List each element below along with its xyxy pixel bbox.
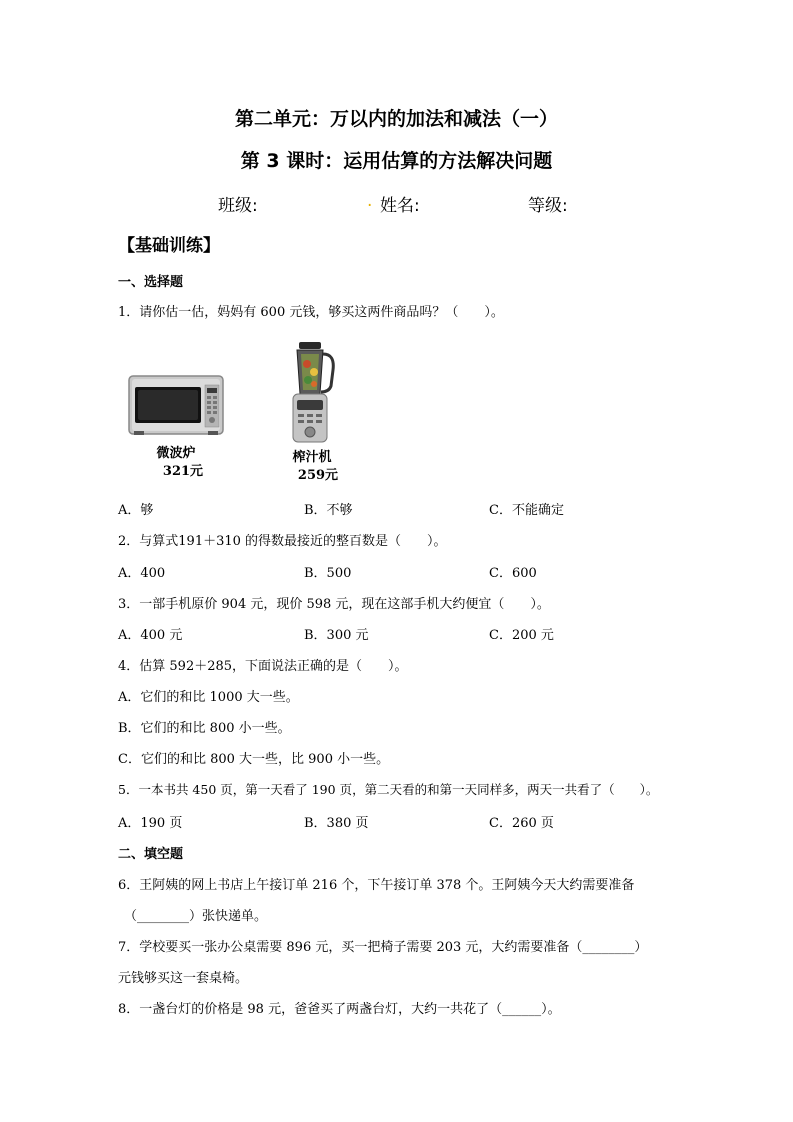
q7-line1: 7．学校要买一张办公桌需要 896 元，买一把椅子需要 203 元，大约需要准备（________）: [118, 940, 648, 955]
q3-option-a: A．400 元: [118, 628, 183, 643]
q4-text: 4．估算 592＋285，下面说法正确的是（ ）。: [118, 659, 408, 674]
q2-option-c: C．600: [489, 566, 537, 581]
q5-option-c: C．260 页: [489, 816, 554, 831]
q4-option-c: C．它们的和比 800 大一些，比 900 小一些。: [118, 752, 390, 767]
microwave-label: 微波炉: [156, 446, 196, 461]
q5-option-b: B．380 页: [304, 816, 369, 831]
q6-line1: 6．王阿姨的网上书店上午接订单 216 个，下午接订单 378 个。王阿姨今天大约需要准备: [118, 878, 635, 893]
q3-text: 3．一部手机原价 904 元，现价 598 元，现在这部手机大约便宜（ ）。: [118, 597, 550, 612]
q1-option-a: A．够: [118, 503, 154, 518]
grade-label: 等级:: [528, 196, 568, 216]
microwave-image: [128, 375, 224, 437]
q1-option-b: B．不够: [304, 503, 353, 518]
juicer-price: 259元: [297, 468, 339, 483]
q3-option-b: B．300 元: [304, 628, 369, 643]
q7-line2: 元钱够买这一套桌椅。: [118, 971, 249, 986]
q2-option-b: B．500: [304, 566, 352, 581]
page-title: 第二单元：万以内的加法和减法（一）: [234, 108, 558, 130]
q4-option-a: A．它们的和比 1000 大一些。: [118, 690, 299, 705]
juicer-label: 榨汁机: [292, 450, 332, 465]
q5-text: 5．一本书共 450 页，第一天看了 190 页，第二天看的和第一天同样多，两天一共看了（ ）。: [118, 782, 659, 797]
q3-option-c: C．200 元: [489, 628, 554, 643]
q1-text: 1．请你估一估，妈妈有 600 元钱，够买这两件商品吗？（ ）。: [118, 305, 504, 320]
q2-text: 2．与算式191＋310 的得数最接近的整百数是（ ）。: [118, 534, 447, 549]
part2-title: 二、填空题: [118, 847, 184, 862]
q6-line2: （________）张快递单。: [124, 909, 268, 924]
class-label: 班级:: [218, 196, 258, 216]
q5-option-a: A．190 页: [118, 816, 183, 831]
name-label: 姓名:: [380, 196, 420, 216]
q1-option-c: C．不能确定: [489, 503, 564, 518]
q8-text: 8．一盏台灯的价格是 98 元，爸爸买了两盏台灯，大约一共花了（______）。: [118, 1002, 561, 1017]
q2-option-a: A．400: [118, 566, 166, 581]
page-subtitle: 第 3 课时：运用估算的方法解决问题: [240, 150, 553, 172]
q4-option-b: B．它们的和比 800 小一些。: [118, 721, 291, 736]
dot-mark: .: [367, 191, 373, 211]
section-title: 【基础训练】: [118, 236, 220, 256]
part1-title: 一、选择题: [118, 275, 184, 290]
microwave-price: 321元: [162, 464, 204, 479]
juicer-image: [287, 340, 345, 444]
